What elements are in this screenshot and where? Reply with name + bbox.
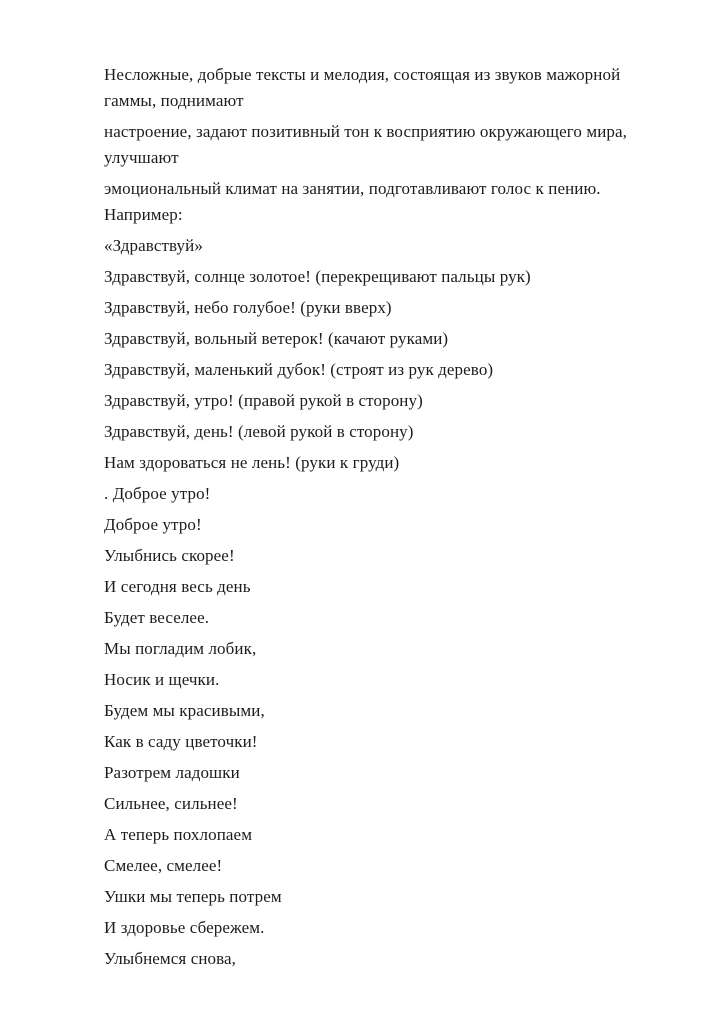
paragraph-line: Улыбнись скорее!	[104, 546, 235, 565]
paragraph-line: Носик и щечки.	[104, 670, 220, 689]
paragraph-line: Смелее, смелее!	[104, 856, 223, 875]
paragraph-line: Ушки мы теперь потрем	[104, 887, 282, 906]
paragraph-line: Нам здороваться не лень! (руки к груди)	[104, 453, 400, 472]
paragraph-line: Например:	[104, 205, 183, 224]
paragraph-line: И сегодня весь день	[104, 577, 251, 596]
paragraph-line: Как в саду цветочки!	[104, 732, 258, 751]
paragraph-line: эмоциональный климат на занятии, подготавливают голос к пению.	[104, 179, 601, 198]
paragraph-line: Доброе утро!	[104, 515, 202, 534]
paragraph-line: Несложные, добрые тексты и мелодия, состоящая из звуков мажорной	[104, 65, 621, 84]
paragraph-line: Сильнее, сильнее!	[104, 794, 238, 813]
paragraph-line: И здоровье сбережем.	[104, 918, 265, 937]
paragraph-line: настроение, задают позитивный тон к восприятию окружающего мира,	[104, 122, 627, 141]
paragraph-line: Мы погладим лобик,	[104, 639, 257, 658]
paragraph-line: улучшают	[104, 148, 179, 167]
paragraph-line: Здравствуй, небо голубое! (руки вверх)	[104, 298, 392, 317]
paragraph-line: Здравствуй, вольный ветерок! (качают руками)	[104, 329, 449, 348]
paragraph-line: Здравствуй, солнце золотое! (перекрещивают пальцы рук)	[104, 267, 531, 286]
paragraph-line: гаммы, поднимают	[104, 91, 244, 110]
paragraph-line: Улыбнемся снова,	[104, 949, 237, 968]
paragraph-line: Здравствуй, маленький дубок! (строят из рук дерево)	[104, 360, 494, 379]
paragraph-line: «Здравствуй»	[104, 236, 203, 255]
paragraph-line: Разотрем ладошки	[104, 763, 240, 782]
paragraph-line: . Доброе утро!	[104, 484, 211, 503]
paragraph-line: Будет веселее.	[104, 608, 210, 627]
paragraph-line: Будем мы красивыми,	[104, 701, 265, 720]
paragraph-line: Здравствуй, утро! (правой рукой в сторону)	[104, 391, 423, 410]
paragraph-line: Здравствуй, день! (левой рукой в сторону)	[104, 422, 414, 441]
paragraph-line: А теперь похлопаем	[104, 825, 253, 844]
